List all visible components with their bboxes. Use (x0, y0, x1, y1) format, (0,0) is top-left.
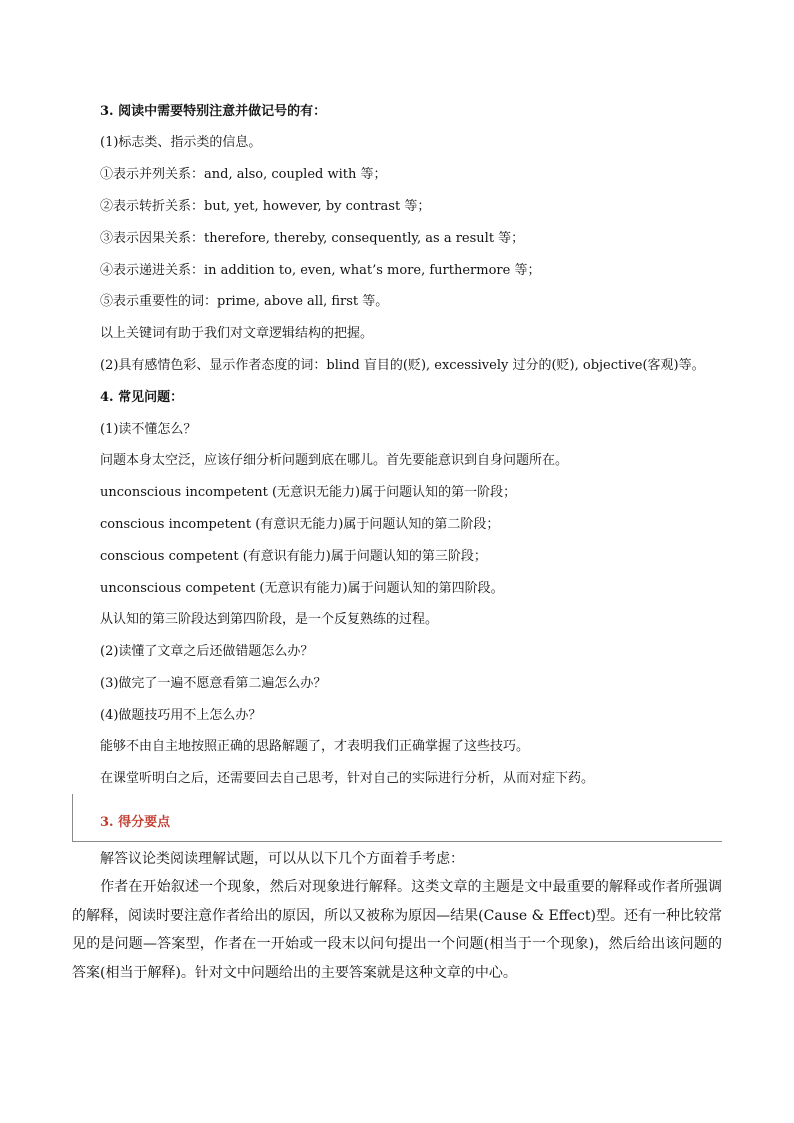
paragraph (72, 845, 722, 874)
paragraph-text: 解答议论类阅读理解试题，可以从以下几个方面着手考虑： (100, 851, 464, 867)
list-item: ②表示转折关系：but, yet, however, by contrast 等； (100, 199, 431, 214)
list-item: (2)具有感情色彩、显示作者态度的词：blind 盲目的(贬), excessively 过分的(贬), objective(客观)等。 (100, 358, 705, 373)
paragraph (72, 873, 722, 987)
list-item: ①表示并列关系：and, also, coupled with 等； (100, 167, 387, 182)
text-line: 从认知的第三阶段达到第四阶段，是一个反复熟练的过程。 (100, 612, 439, 627)
list-item: ⑤表示重要性的词：prime, above all, first 等。 (100, 294, 389, 309)
heading-note-marks: 3. 阅读中需要特别注意并做记号的有： (100, 104, 327, 119)
section-title: 3. 得分要点 (100, 815, 171, 830)
list-item: (1)标志类、指示类的信息。 (100, 135, 262, 150)
paragraph-text: 作者在开始叙述一个现象，然后对现象进行解释。这类文章的主题是文中最重要的解释或作者所强调的解释，阅读时要注意作者给出的原因，所以又被称为原因—结果(Cause & Effect)型。还有一种比较常见的是问题—答案型，作者在一开始或一段末以问句提出一个问题(相当于一个现象)，然后给出该问题的答案(相当于解释)。针对文中问题给出的主要答案就是这种文章的中心。 (72, 879, 722, 981)
list-item: unconscious incompetent (无意识无能力)属于问题认知的第一阶段； (100, 485, 517, 500)
text-line: 在课堂听明白之后，还需要回去自己思考，针对自己的实际进行分析，从而对症下药。 (100, 771, 595, 786)
list-item: (3)做完了一遍不愿意看第二遍怎么办？ (100, 676, 327, 691)
list-item: (2)读懂了文章之后还做错题怎么办？ (100, 644, 314, 659)
text-line: 以上关键词有助于我们对文章逻辑结构的把握。 (100, 326, 374, 341)
list-item: unconscious competent (无意识有能力)属于问题认知的第四阶段。 (100, 581, 504, 596)
list-item: (1)读不懂怎么？ (100, 422, 197, 437)
section-header (72, 794, 722, 842)
list-item: (4)做题技巧用不上怎么办？ (100, 708, 262, 723)
heading-common-questions: 4. 常见问题： (100, 390, 184, 405)
text-line: 能够不由自主地按照正确的思路解题了，才表明我们正确掌握了这些技巧。 (100, 739, 530, 754)
list-item: ④表示递进关系：in addition to, even, what’s more, furthermore 等； (100, 263, 541, 278)
text-line: 问题本身太空泛，应该仔细分析问题到底在哪儿。首先要能意识到自身问题所在。 (100, 453, 569, 468)
list-item: conscious incompetent (有意识无能力)属于问题认知的第二阶段； (100, 517, 500, 532)
list-item: conscious competent (有意识有能力)属于问题认知的第三阶段； (100, 549, 487, 564)
list-item: ③表示因果关系：therefore, thereby, consequently, as a result 等； (100, 231, 525, 246)
